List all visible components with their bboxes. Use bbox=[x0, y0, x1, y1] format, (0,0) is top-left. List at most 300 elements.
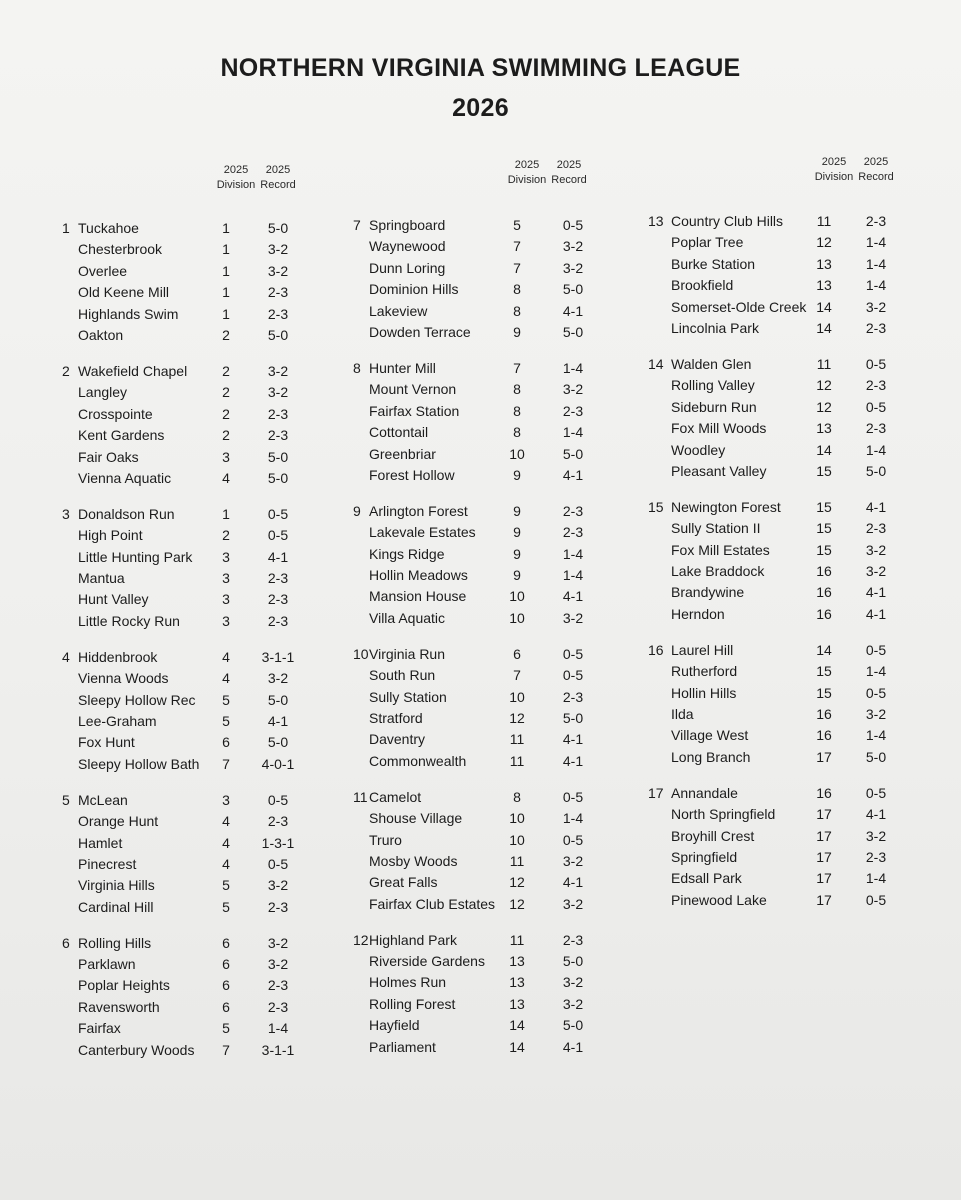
team-prev-division: 7 bbox=[513, 359, 521, 376]
team-prev-record: 0-5 bbox=[562, 217, 584, 233]
team-prev-record: 3-2 bbox=[267, 670, 289, 687]
team-prev-division: 5 bbox=[513, 217, 521, 233]
record-header-year: 2025 bbox=[556, 159, 582, 171]
team-row bbox=[353, 501, 653, 522]
team-prev-record: 3-2 bbox=[562, 381, 584, 398]
group-spacer bbox=[62, 346, 362, 361]
team-prev-division: 13 bbox=[509, 995, 525, 1012]
team-row bbox=[353, 565, 653, 586]
team-prev-record: 0-5 bbox=[865, 355, 887, 372]
team-prev-record: 2-3 bbox=[865, 420, 887, 437]
team-prev-record: 2-3 bbox=[267, 898, 289, 915]
team-prev-division: 10 bbox=[509, 688, 525, 705]
team-prev-record: 4-1 bbox=[267, 712, 289, 729]
team-prev-division: 6 bbox=[222, 734, 230, 751]
team-prev-record: 3-1-1 bbox=[261, 648, 295, 665]
team-prev-record: 2-3 bbox=[865, 213, 887, 229]
team-prev-record: 3-1-1 bbox=[261, 1041, 295, 1058]
team-prev-record: 4-1 bbox=[267, 548, 289, 565]
team-prev-record: 4-1 bbox=[562, 302, 584, 319]
team-prev-record: 3-2 bbox=[267, 362, 289, 379]
team-prev-record: 5-0 bbox=[267, 448, 289, 465]
team-prev-record: 0-5 bbox=[562, 645, 584, 662]
team-prev-division: 3 bbox=[222, 612, 230, 629]
team-row bbox=[62, 447, 362, 468]
team-prev-division: 15 bbox=[816, 541, 832, 558]
team-prev-record: 0-5 bbox=[267, 855, 289, 872]
team-row bbox=[648, 354, 948, 375]
column-header bbox=[353, 158, 653, 198]
team-prev-division: 17 bbox=[816, 891, 832, 908]
team-prev-division: 4 bbox=[222, 855, 230, 872]
team-prev-record: 5-0 bbox=[562, 281, 584, 298]
team-row bbox=[62, 711, 362, 732]
team-prev-record: 3-2 bbox=[562, 238, 584, 255]
team-name: Wakefield Chapel bbox=[78, 362, 188, 379]
team-prev-record: 3-2 bbox=[562, 974, 584, 991]
team-row bbox=[62, 875, 362, 896]
team-name: Springfield bbox=[671, 848, 738, 865]
team-prev-record: 1-4 bbox=[865, 234, 887, 251]
team-prev-record: 3-2 bbox=[562, 852, 584, 869]
team-name: Highland Park bbox=[369, 931, 457, 948]
team-prev-division: 15 bbox=[816, 520, 832, 537]
team-prev-record: 1-4 bbox=[562, 424, 584, 441]
team-name: Arlington Forest bbox=[369, 502, 468, 519]
team-row bbox=[648, 318, 948, 339]
team-name: Great Falls bbox=[369, 874, 438, 891]
division-number: 16 bbox=[648, 641, 664, 658]
division-number: 5 bbox=[62, 791, 70, 808]
team-prev-record: 5-0 bbox=[865, 462, 887, 479]
division-group-14 bbox=[648, 354, 948, 482]
group-spacer bbox=[62, 632, 362, 647]
team-row bbox=[353, 665, 653, 686]
team-name: Old Keene Mill bbox=[78, 284, 170, 301]
team-prev-division: 13 bbox=[509, 953, 525, 970]
team-prev-division: 12 bbox=[509, 709, 525, 726]
team-name: Mosby Woods bbox=[369, 852, 458, 869]
team-prev-division: 15 bbox=[816, 663, 832, 680]
team-row bbox=[353, 301, 653, 322]
team-row bbox=[62, 218, 362, 239]
team-row bbox=[62, 975, 362, 996]
group-spacer bbox=[353, 629, 653, 644]
team-prev-record: 3-2 bbox=[562, 259, 584, 276]
division-group-15 bbox=[648, 497, 948, 625]
team-prev-record: 3-2 bbox=[267, 262, 289, 279]
team-name: Country Club Hills bbox=[671, 213, 784, 229]
team-prev-division: 12 bbox=[509, 895, 525, 912]
team-prev-division: 8 bbox=[513, 281, 521, 298]
team-prev-division: 12 bbox=[816, 234, 832, 251]
team-prev-division: 16 bbox=[816, 705, 832, 722]
division-group-7 bbox=[353, 215, 653, 343]
team-prev-division: 2 bbox=[222, 326, 230, 343]
team-name: Sully Station bbox=[369, 688, 447, 705]
team-prev-division: 13 bbox=[816, 255, 832, 272]
team-row bbox=[353, 729, 653, 750]
record-header-label: Record bbox=[551, 174, 587, 186]
team-name: Cottontail bbox=[369, 424, 429, 441]
team-row bbox=[648, 783, 948, 804]
team-name: Herndon bbox=[671, 605, 725, 622]
team-prev-record: 2-3 bbox=[267, 612, 289, 629]
team-row bbox=[62, 1018, 362, 1039]
team-prev-record: 2-3 bbox=[267, 591, 289, 608]
team-prev-record: 1-4 bbox=[562, 359, 584, 376]
team-row bbox=[62, 854, 362, 875]
team-name: Waynewood bbox=[369, 238, 446, 255]
team-prev-record: 2-3 bbox=[562, 688, 584, 705]
team-row bbox=[648, 683, 948, 704]
team-row bbox=[62, 282, 362, 303]
team-row bbox=[353, 972, 653, 993]
team-prev-record: 4-1 bbox=[562, 1038, 584, 1055]
team-prev-record: 0-5 bbox=[865, 784, 887, 801]
team-prev-division: 3 bbox=[222, 591, 230, 608]
team-prev-record: 1-4 bbox=[865, 870, 887, 887]
team-prev-division: 3 bbox=[222, 548, 230, 565]
team-row bbox=[353, 830, 653, 851]
team-prev-division: 11 bbox=[509, 931, 525, 948]
team-prev-record: 3-2 bbox=[267, 934, 289, 951]
team-name: Vienna Woods bbox=[78, 670, 169, 687]
team-name: Lakevale Estates bbox=[369, 524, 476, 541]
team-prev-record: 3-2 bbox=[267, 877, 289, 894]
division-number: 9 bbox=[353, 502, 361, 519]
division-number: 14 bbox=[648, 355, 664, 372]
record-header bbox=[539, 158, 599, 188]
team-name: Mount Vernon bbox=[369, 381, 457, 398]
team-prev-division: 12 bbox=[816, 398, 832, 415]
team-prev-record: 5-0 bbox=[267, 734, 289, 751]
team-prev-record: 2-3 bbox=[562, 931, 584, 948]
team-prev-record: 0-5 bbox=[865, 891, 887, 908]
team-prev-record: 2-3 bbox=[562, 502, 584, 519]
team-prev-record: 1-4 bbox=[562, 810, 584, 827]
team-prev-division: 6 bbox=[222, 998, 230, 1015]
team-name: Little Hunting Park bbox=[78, 548, 193, 565]
team-prev-record: 0-5 bbox=[562, 788, 584, 805]
team-prev-record: 2-3 bbox=[267, 998, 289, 1015]
team-name: Fairfax bbox=[78, 1020, 121, 1037]
team-row bbox=[648, 890, 948, 911]
team-prev-record: 0-5 bbox=[267, 505, 289, 522]
team-prev-division: 17 bbox=[816, 870, 832, 887]
record-header-year: 2025 bbox=[863, 156, 889, 168]
team-row bbox=[353, 608, 653, 629]
team-row bbox=[648, 375, 948, 396]
team-row bbox=[648, 418, 948, 439]
team-name: Burke Station bbox=[671, 255, 756, 272]
column-header bbox=[648, 155, 948, 195]
team-prev-division: 2 bbox=[222, 405, 230, 422]
team-prev-record: 4-1 bbox=[865, 605, 887, 622]
team-name: Holmes Run bbox=[369, 974, 447, 991]
team-prev-record: 2-3 bbox=[267, 427, 289, 444]
team-name: Ravensworth bbox=[78, 998, 160, 1015]
team-row bbox=[353, 236, 653, 257]
team-row bbox=[62, 568, 362, 589]
team-row bbox=[648, 297, 948, 318]
team-prev-division: 6 bbox=[222, 956, 230, 973]
team-name: Long Branch bbox=[671, 748, 751, 765]
team-name: Virginia Hills bbox=[78, 877, 155, 894]
team-prev-division: 4 bbox=[222, 834, 230, 851]
team-name: Brandywine bbox=[671, 584, 745, 601]
team-name: Hiddenbrook bbox=[78, 648, 158, 665]
team-row bbox=[353, 787, 653, 808]
team-prev-record: 0-5 bbox=[562, 667, 584, 684]
team-prev-division: 7 bbox=[222, 1041, 230, 1058]
division-group-1 bbox=[62, 218, 362, 346]
team-name: Truro bbox=[369, 831, 402, 848]
team-prev-division: 11 bbox=[816, 355, 832, 372]
team-prev-record: 5-0 bbox=[562, 323, 584, 340]
team-prev-division: 1 bbox=[222, 241, 230, 258]
team-prev-division: 5 bbox=[222, 898, 230, 915]
team-name: Fairfax Club Estates bbox=[369, 895, 496, 912]
team-name: Lakeview bbox=[369, 302, 428, 319]
team-row bbox=[62, 611, 362, 632]
team-name: Mansion House bbox=[369, 588, 467, 605]
division-number: 15 bbox=[648, 498, 664, 515]
team-name: Hollin Meadows bbox=[369, 567, 468, 584]
team-name: Laurel Hill bbox=[671, 641, 734, 658]
team-prev-record: 1-4 bbox=[865, 277, 887, 294]
team-name: Broyhill Crest bbox=[671, 827, 755, 844]
team-prev-division: 7 bbox=[513, 667, 521, 684]
team-prev-record: 4-1 bbox=[562, 752, 584, 769]
division-group-11 bbox=[353, 787, 653, 915]
team-name: Riverside Gardens bbox=[369, 953, 485, 970]
team-name: Hunt Valley bbox=[78, 591, 149, 608]
division-number: 1 bbox=[62, 220, 70, 236]
division-number: 3 bbox=[62, 505, 70, 522]
team-prev-division: 14 bbox=[816, 441, 832, 458]
team-prev-division: 6 bbox=[513, 645, 521, 662]
division-number: 7 bbox=[353, 217, 361, 233]
team-prev-record: 5-0 bbox=[562, 709, 584, 726]
team-row bbox=[62, 404, 362, 425]
team-prev-division: 6 bbox=[222, 934, 230, 951]
record-header-year: 2025 bbox=[265, 164, 291, 176]
team-prev-division: 9 bbox=[513, 466, 521, 483]
division-number: 6 bbox=[62, 934, 70, 951]
team-name: Forest Hollow bbox=[369, 466, 455, 483]
division-number: 11 bbox=[353, 788, 368, 805]
team-name: South Run bbox=[369, 667, 436, 684]
team-prev-division: 8 bbox=[513, 424, 521, 441]
team-name: Chesterbrook bbox=[78, 241, 163, 258]
group-spacer bbox=[353, 772, 653, 787]
team-row bbox=[648, 275, 948, 296]
division-group-4 bbox=[62, 647, 362, 775]
division-group-12 bbox=[353, 930, 653, 1058]
group-spacer bbox=[648, 768, 948, 783]
team-prev-division: 9 bbox=[513, 545, 521, 562]
team-prev-division: 3 bbox=[222, 791, 230, 808]
team-prev-record: 4-1 bbox=[865, 498, 887, 515]
team-row bbox=[353, 358, 653, 379]
team-prev-record: 1-4 bbox=[562, 567, 584, 584]
team-prev-division: 8 bbox=[513, 381, 521, 398]
team-row bbox=[648, 561, 948, 582]
team-name: Hamlet bbox=[78, 834, 123, 851]
team-prev-record: 5-0 bbox=[267, 326, 289, 343]
division-groups bbox=[353, 215, 653, 1058]
team-prev-division: 1 bbox=[222, 284, 230, 301]
group-spacer bbox=[62, 775, 362, 790]
team-prev-record: 4-1 bbox=[865, 584, 887, 601]
division-header-year: 2025 bbox=[821, 156, 847, 168]
team-prev-division: 7 bbox=[222, 755, 230, 772]
team-prev-division: 9 bbox=[513, 524, 521, 541]
team-row bbox=[648, 640, 948, 661]
team-prev-record: 4-1 bbox=[865, 806, 887, 823]
team-name: Kings Ridge bbox=[369, 545, 445, 562]
team-prev-division: 9 bbox=[513, 567, 521, 584]
division-number: 2 bbox=[62, 362, 70, 379]
team-name: Orange Hunt bbox=[78, 813, 159, 830]
team-name: Villa Aquatic bbox=[369, 609, 446, 626]
team-prev-division: 16 bbox=[816, 563, 832, 580]
division-group-13 bbox=[648, 211, 948, 339]
team-prev-record: 2-3 bbox=[865, 520, 887, 537]
team-name: Virginia Run bbox=[369, 645, 446, 662]
page-title: NORTHERN VIRGINIA SWIMMING LEAGUE bbox=[220, 54, 741, 82]
team-prev-division: 4 bbox=[222, 648, 230, 665]
team-row bbox=[62, 997, 362, 1018]
team-prev-record: 3-2 bbox=[562, 895, 584, 912]
team-row bbox=[62, 261, 362, 282]
team-prev-division: 17 bbox=[816, 806, 832, 823]
team-prev-record: 4-1 bbox=[562, 874, 584, 891]
team-prev-division: 14 bbox=[816, 298, 832, 315]
team-prev-division: 14 bbox=[816, 319, 832, 336]
team-name: Sleepy Hollow Bath bbox=[78, 755, 200, 772]
team-prev-division: 1 bbox=[222, 305, 230, 322]
team-row bbox=[62, 325, 362, 346]
record-header bbox=[846, 155, 906, 185]
team-row bbox=[353, 279, 653, 300]
team-name: Oakton bbox=[78, 326, 124, 343]
team-prev-record: 3-2 bbox=[865, 827, 887, 844]
team-name: Little Rocky Run bbox=[78, 612, 180, 629]
team-prev-division: 2 bbox=[222, 384, 230, 401]
team-row bbox=[62, 833, 362, 854]
team-row bbox=[62, 690, 362, 711]
team-row bbox=[353, 215, 653, 236]
team-row bbox=[353, 422, 653, 443]
team-name: Lee-Graham bbox=[78, 712, 157, 729]
team-row bbox=[353, 258, 653, 279]
team-name: Parklawn bbox=[78, 956, 136, 973]
team-row bbox=[353, 808, 653, 829]
team-prev-division: 11 bbox=[509, 752, 525, 769]
team-row bbox=[648, 826, 948, 847]
team-row bbox=[62, 754, 362, 775]
division-header-year: 2025 bbox=[514, 159, 540, 171]
team-row bbox=[353, 401, 653, 422]
team-row bbox=[62, 304, 362, 325]
team-row bbox=[62, 504, 362, 525]
team-prev-division: 3 bbox=[222, 570, 230, 587]
team-prev-record: 3-2 bbox=[267, 241, 289, 258]
team-prev-record: 0-5 bbox=[865, 398, 887, 415]
team-row bbox=[353, 930, 653, 951]
division-groups bbox=[62, 218, 362, 1061]
team-prev-division: 3 bbox=[222, 448, 230, 465]
division-group-8 bbox=[353, 358, 653, 486]
team-prev-division: 10 bbox=[509, 810, 525, 827]
team-prev-record: 2-3 bbox=[267, 405, 289, 422]
team-name: Fox Mill Woods bbox=[671, 420, 767, 437]
team-row bbox=[62, 547, 362, 568]
team-prev-division: 12 bbox=[816, 377, 832, 394]
team-row bbox=[648, 661, 948, 682]
team-prev-division: 4 bbox=[222, 469, 230, 486]
division-group-9 bbox=[353, 501, 653, 629]
team-prev-record: 2-3 bbox=[865, 377, 887, 394]
team-row bbox=[353, 586, 653, 607]
team-prev-division: 11 bbox=[816, 213, 832, 229]
team-prev-record: 5-0 bbox=[562, 1017, 584, 1034]
team-name: Annandale bbox=[671, 784, 738, 801]
team-row bbox=[648, 704, 948, 725]
team-name: Lincolnia Park bbox=[671, 319, 759, 336]
division-header-label: Division bbox=[216, 179, 256, 191]
team-prev-division: 13 bbox=[816, 277, 832, 294]
team-prev-division: 11 bbox=[509, 852, 525, 869]
team-prev-division: 15 bbox=[816, 462, 832, 479]
group-spacer bbox=[648, 482, 948, 497]
team-row bbox=[62, 954, 362, 975]
team-name: Hollin Hills bbox=[671, 684, 737, 701]
team-row bbox=[353, 644, 653, 665]
division-group-3 bbox=[62, 504, 362, 632]
team-name: Sully Station II bbox=[671, 520, 761, 537]
team-prev-record: 2-3 bbox=[562, 402, 584, 419]
team-prev-record: 5-0 bbox=[865, 748, 887, 765]
team-prev-record: 3-2 bbox=[562, 609, 584, 626]
group-spacer bbox=[353, 343, 653, 358]
team-name: Fox Mill Estates bbox=[671, 541, 770, 558]
team-row bbox=[353, 444, 653, 465]
team-prev-record: 1-4 bbox=[267, 1020, 289, 1037]
team-row bbox=[353, 544, 653, 565]
division-number: 17 bbox=[648, 784, 664, 801]
team-name: Parliament bbox=[369, 1038, 436, 1055]
team-name: Springboard bbox=[369, 217, 446, 233]
team-prev-division: 4 bbox=[222, 670, 230, 687]
team-row bbox=[353, 851, 653, 872]
division-group-2 bbox=[62, 361, 362, 489]
division-number: 8 bbox=[353, 359, 361, 376]
team-name: Hunter Mill bbox=[369, 359, 436, 376]
team-prev-record: 1-3-1 bbox=[261, 834, 295, 851]
team-name: Crosspointe bbox=[78, 405, 153, 422]
team-row bbox=[648, 232, 948, 253]
team-name: Woodley bbox=[671, 441, 726, 458]
team-name: Rolling Valley bbox=[671, 377, 755, 394]
team-row bbox=[62, 239, 362, 260]
team-prev-division: 10 bbox=[509, 588, 525, 605]
team-prev-record: 3-2 bbox=[865, 705, 887, 722]
team-prev-division: 16 bbox=[816, 727, 832, 744]
team-name: Mantua bbox=[78, 570, 125, 587]
